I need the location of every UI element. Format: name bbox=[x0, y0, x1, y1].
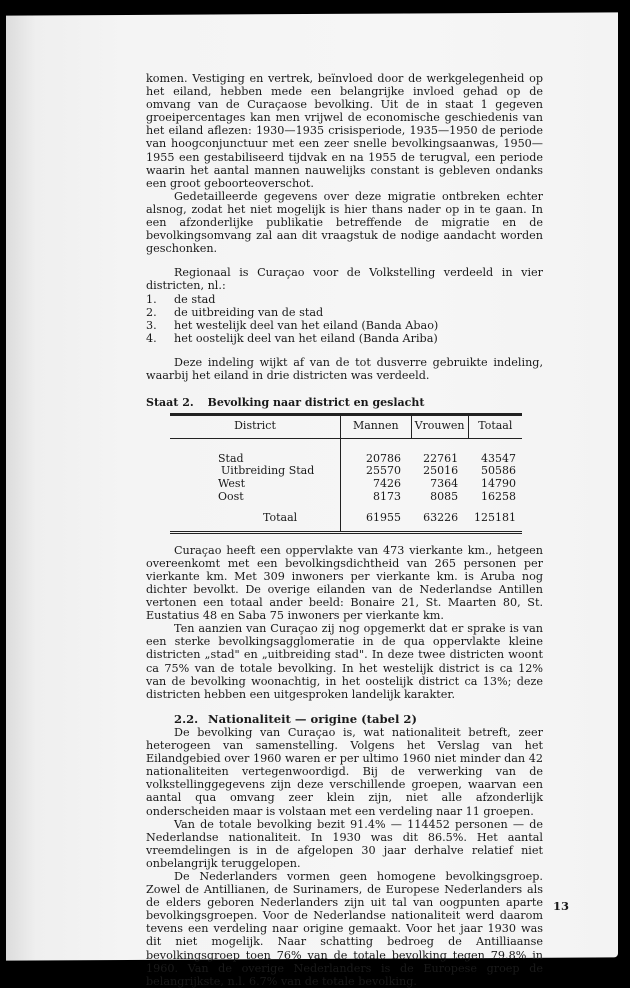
paragraph: Gedetailleerde gegevens over deze migratie ontbreken echter alsnog, zodat het niet mogelijk is hier thans nader op in te gaan. In een afzonderlijke publikatie betreffende de migratie en de bevolkingsomvang zal aan dit vraagstuk de nodige aandacht worden geschonken. bbox=[146, 189, 543, 256]
section-heading: 2.2. Nationaliteit — origine (tabel 2) bbox=[174, 711, 417, 726]
list-item: 1. de stad bbox=[146, 292, 216, 306]
list-item: 4. het oostelijk deel van het eiland (Banda Ariba) bbox=[146, 331, 438, 345]
column-header: District bbox=[170, 415, 341, 439]
district-list bbox=[146, 293, 543, 345]
paragraph: De Nederlanders vormen geen homogene bevolkingsgroep. Zowel de Antillianen, de Surinamers, de Europese Nederlanders als de elders geboren Nederlanders zijn uit tal van oogpunten aparte bevolkingsgroepen. Voor de Nederlandse nationaliteit werd daarom tevens een verdeling naar origine gemaakt. Voor het jaar 1930 was dit niet mogelijk. Naar schatting bedroeg de Antilliaanse bevolkingsgroep toen 76% van de totale bevolking tegen 79.8% in 1960. Van de overige Nederlanders is de Europese groep de belangrijkste, n.l. 6.7% van de totale bevolking. bbox=[146, 869, 543, 988]
list-item: 2. de uitbreiding van de stad bbox=[146, 305, 324, 319]
column-header: Totaal bbox=[468, 415, 522, 439]
list-item: 3. het westelijk deel van het eiland (Banda Abao) bbox=[146, 318, 439, 332]
column-header: Mannen bbox=[341, 415, 412, 439]
paragraph: Ten aanzien van Curaçao zij nog opgemerkt dat er sprake is van een sterke bevolkingsagglomeratie in de qua oppervlakte kleine districten „stad" en „uitbreiding stad". In deze twee districten woont ca 75% van de totale bevolking. In het westelijk district is ca 12% van de bevolking woonachtig, in het oostelijk district ca 13%; deze districten hebben een uitgesproken landelijk karakter. bbox=[146, 622, 543, 701]
table-row: Stad 20786 22761 43547 bbox=[170, 438, 522, 465]
paragraph: Deze indeling wijkt af van de tot dusverre gebruikte indeling, waarbij het eiland in drie districten was verdeeld. bbox=[146, 355, 543, 382]
table-caption: Staat 2. Bevolking naar district en geslacht bbox=[146, 396, 425, 410]
population-table bbox=[170, 413, 522, 534]
paragraph: Van de totale bevolking bezit 91.4% — 114452 personen — de Nederlandse nationaliteit. In 1930 was dit 86.5%. Het aantal vreemdelingen is in de afgelopen 30 jaar derhalve relatief niet onbelangrijk teruggelopen. bbox=[146, 817, 543, 870]
page-body bbox=[146, 72, 543, 988]
table-row: Uitbreiding Stad 25570 25016 50586 bbox=[170, 465, 522, 478]
table-total-row: Totaal 61955 63226 125181 bbox=[170, 503, 522, 532]
paragraph: Curaçao heeft een oppervlakte van 473 vierkante km., hetgeen overeenkomt met een bevolkingsdichtheid van 265 personen per vierkante km. Met 309 inwoners per vierkante km. is Aruba nog dichter bevolkt. De overige eilanden van de Nederlandse Antillen vertonen een totaal ander beeld: Bonaire 21, St. Maarten 80, St. Eustatius 48 en Saba 75 inwoners per vierkante km. bbox=[146, 543, 543, 623]
table-row: Oost 8173 8085 16258 bbox=[170, 491, 522, 504]
paragraph: komen. Vestiging en vertrek, beïnvloed door de werkgelegenheid op het eiland, hebben mede een belangrijke invloed gehad op de omvang van de Curaçaose bevolking. Uit de in staat 1 gegeven groeipercentages kan men vrijwel de economische geschiedenis van het eiland aflezen: 1930—1935 crisisperiode, 1935—1950 de periode van hoogconjunctuur met een zeer snelle bevolkingsaanwas, 1950—1955 een gestabiliseerd tijdvak en na 1955 de terugval, een periode waarin het aantal mannen nauwelijks constant is gebleven ondanks een groot geboorteoverschot. bbox=[146, 72, 543, 190]
table-row: West 7426 7364 14790 bbox=[170, 478, 522, 491]
page-number: 13 bbox=[553, 899, 570, 913]
paragraph: De bevolking van Curaçao is, wat nationaliteit betreft, zeer heterogeen van samenstelling. Volgens het Verslag van het Eilandgebied over 1960 waren er per ultimo 1960 niet minder dan 42 nationaliteiten vertegenwoordigd. Bij de verwerking van de volkstellinggegevens zijn deze verschillende groepen, waarvan een aantal qua omvang zeer klein zijn, niet alle afzonderlijk onderscheiden maar is volstaan met een verdeling naar 11 groepen. bbox=[146, 725, 543, 818]
paragraph: Regionaal is Curaçao voor de Volkstelling verdeeld in vier districten, nl.: bbox=[146, 266, 543, 293]
column-header: Vrouwen bbox=[411, 415, 468, 439]
